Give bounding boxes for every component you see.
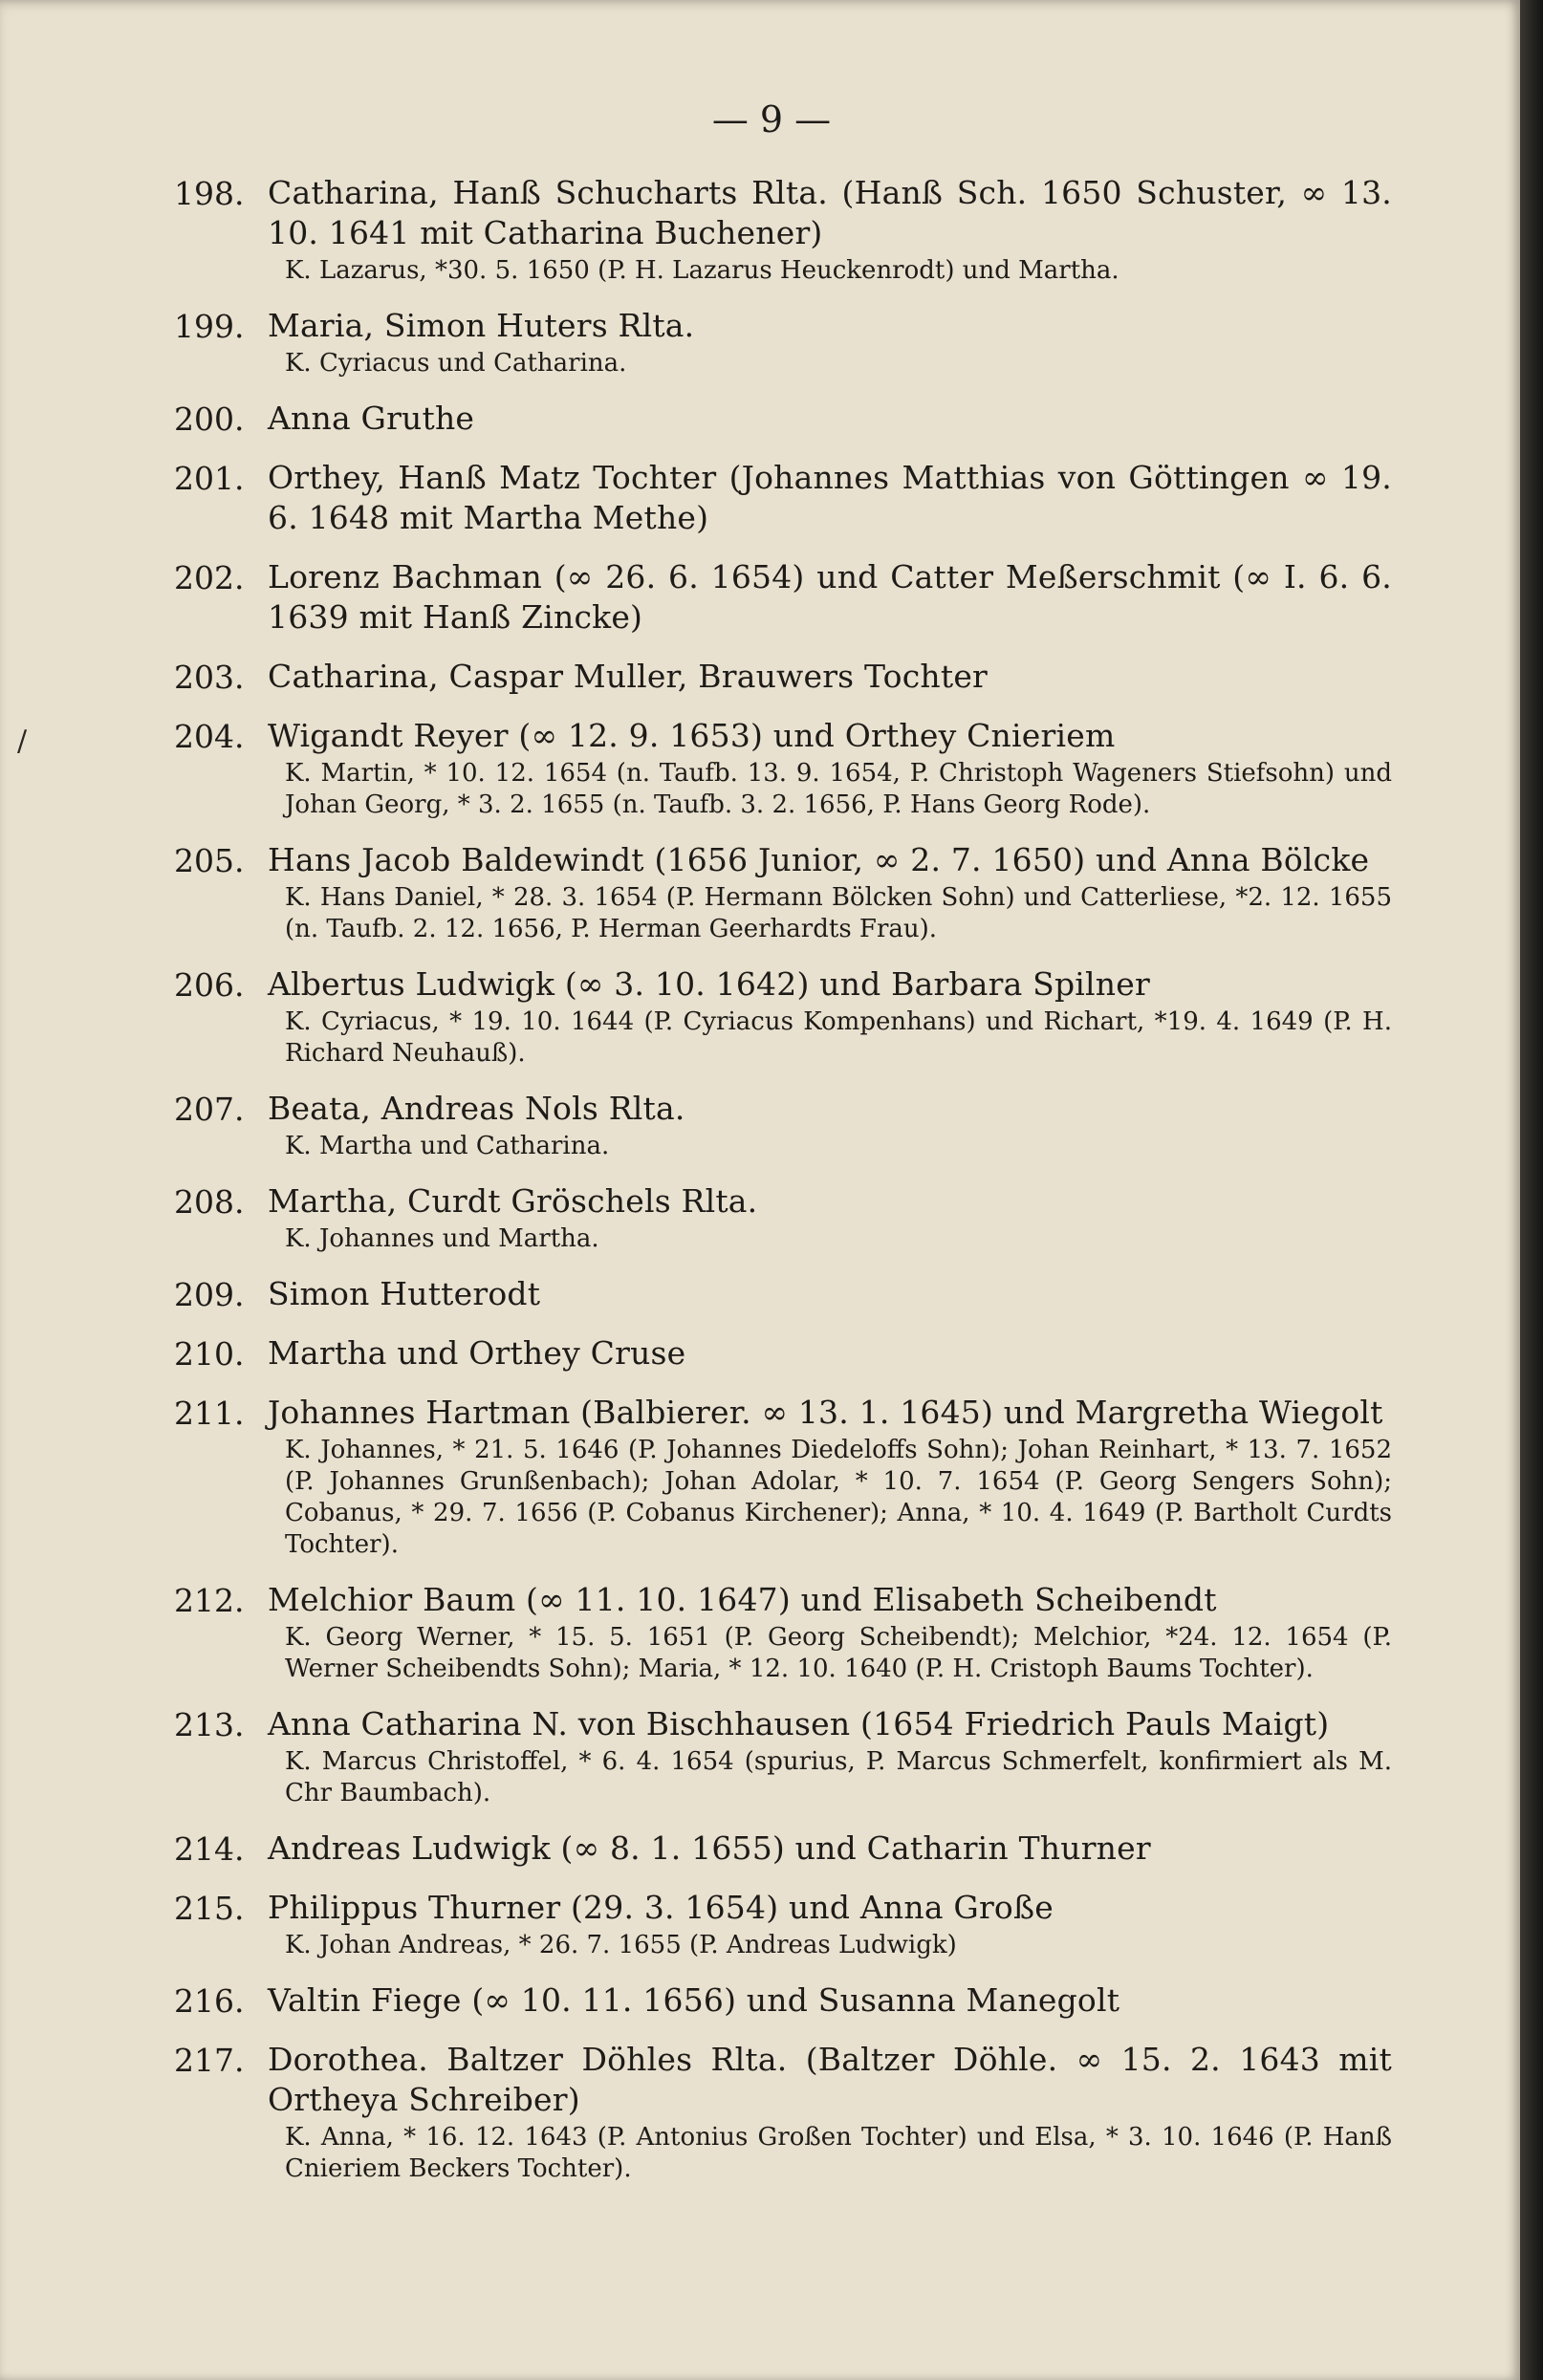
entry-200 (174, 399, 1392, 439)
entry-number: 202. (174, 559, 245, 596)
entry-201 (174, 458, 1392, 538)
entry-children: K. Martha und Catharina. (285, 1132, 610, 1160)
entry-211 (174, 1393, 1392, 1561)
entry-text: Maria, Simon Huters Rlta. (268, 307, 695, 344)
entry-number: 213. (174, 1706, 245, 1743)
entry-212 (174, 1580, 1392, 1685)
entry-number: 211. (174, 1395, 245, 1432)
entry-number: 210. (174, 1335, 245, 1373)
entry-208 (174, 1181, 1392, 1255)
entry-text: Catharina, Hanß Schucharts Rlta. (Hanß Sch. 1650 Schuster, ∞ 13. 10. 1641 mit Catharina Buchener) (268, 174, 1392, 251)
entry-number: 208. (174, 1183, 245, 1221)
entry-children: K. Hans Daniel, * 28. 3. 1654 (P. Hermann Bölcken Sohn) und Catterliese, *2. 12. 1655 (n. Taufb. 2. 12. 1656, P. Herman Geerhardts Frau). (285, 883, 1392, 943)
entry-number: 207. (174, 1091, 245, 1128)
margin-mark: / (17, 725, 28, 758)
entry-205 (174, 840, 1392, 945)
entry-number: 217. (174, 2042, 245, 2079)
entry-216 (174, 1980, 1392, 2021)
entry-children: K. Anna, * 16. 12. 1643 (P. Antonius Großen Tochter) und Elsa, * 3. 10. 1646 (P. Hanß Cnieriem Beckers Tochter). (285, 2123, 1392, 2183)
entry-210 (174, 1333, 1392, 1374)
entry-number: 204. (174, 718, 245, 755)
entry-text: Simon Hutterodt (268, 1275, 541, 1312)
entry-number: 201. (174, 460, 245, 497)
entry-children: K. Johannes und Martha. (285, 1224, 599, 1253)
entry-number: 199. (174, 308, 245, 345)
entry-number: 203. (174, 659, 245, 696)
entry-text: Albertus Ludwigk (∞ 3. 10. 1642) und Barbara Spilner (268, 965, 1150, 1003)
entry-213 (174, 1704, 1392, 1809)
entry-text: Wigandt Reyer (∞ 12. 9. 1653) und Orthey Cnieriem (268, 717, 1116, 754)
entry-text: Anna Catharina N. von Bischhausen (1654 Friedrich Pauls Maigt) (268, 1705, 1330, 1742)
entry-text: Philippus Thurner (29. 3. 1654) und Anna Große (268, 1889, 1054, 1926)
entry-number: 206. (174, 966, 245, 1004)
entry-text: Melchior Baum (∞ 11. 10. 1647) und Elisabeth Scheibendt (268, 1581, 1217, 1618)
entry-text: Martha und Orthey Cruse (268, 1334, 686, 1372)
entry-number: 205. (174, 842, 245, 879)
entry-199 (174, 306, 1392, 379)
entry-207 (174, 1089, 1392, 1162)
entry-number: 214. (174, 1830, 245, 1868)
entry-209 (174, 1274, 1392, 1314)
entry-children: K. Cyriacus, * 19. 10. 1644 (P. Cyriacus Kompenhans) und Richart, *19. 4. 1649 (P. H. Richard Neuhauß). (285, 1007, 1392, 1068)
entry-text: Valtin Fiege (∞ 10. 11. 1656) und Susanna Manegolt (268, 1981, 1120, 2019)
entry-198 (174, 173, 1392, 287)
entry-number: 209. (174, 1276, 245, 1313)
entry-204 (174, 716, 1392, 821)
page-number: — 9 — (711, 98, 832, 141)
entry-children: K. Johannes, * 21. 5. 1646 (P. Johannes Diedeloffs Sohn); Johan Reinhart, * 13. 7. 1652 (P. Johannes Grunßenbach); Johan Adolar, * 10. 7. 1654 (P. Georg Sengers Sohn); Cobanus, * 29. 7. 1656 (P. Cobanus Kirchener); Anna, * 10. 4. 1649 (P. Bartholt Curdts Tochter). (285, 1436, 1392, 1559)
page-edge (1520, 0, 1543, 2380)
entry-children: K. Cyriacus und Catharina. (285, 349, 627, 378)
entry-children: K. Lazarus, *30. 5. 1650 (P. H. Lazarus Heuckenrodt) und Martha. (285, 256, 1119, 285)
entry-children: K. Martin, * 10. 12. 1654 (n. Taufb. 13. 9. 1654, P. Christoph Wageners Stiefsohn) und Johan Georg, * 3. 2. 1655 (n. Taufb. 3. 2. 1656, P. Hans Georg Rode). (285, 759, 1392, 819)
entry-text: Beata, Andreas Nols Rlta. (268, 1090, 685, 1127)
entry-text: Andreas Ludwigk (∞ 8. 1. 1655) und Catharin Thurner (268, 1829, 1151, 1867)
entry-children: K. Marcus Christoffel, * 6. 4. 1654 (spurius, P. Marcus Schmerfelt, konfirmiert als M. Chr Baumbach). (285, 1747, 1392, 1807)
entry-217 (174, 2040, 1392, 2185)
entry-text: Hans Jacob Baldewindt (1656 Junior, ∞ 2. 7. 1650) und Anna Bölcke (268, 841, 1370, 878)
entry-202 (174, 557, 1392, 638)
entry-text: Orthey, Hanß Matz Tochter (Johannes Matthias von Göttingen ∞ 19. 6. 1648 mit Martha Methe) (268, 459, 1392, 536)
entry-text: Martha, Curdt Gröschels Rlta. (268, 1182, 758, 1220)
entry-text: Anna Gruthe (268, 400, 475, 437)
entry-children: K. Johan Andreas, * 26. 7. 1655 (P. Andreas Ludwigk) (285, 1931, 957, 1959)
entry-number: 212. (174, 1582, 245, 1619)
entry-children: K. Georg Werner, * 15. 5. 1651 (P. Georg Scheibendt); Melchior, *24. 12. 1654 (P. Werner Scheibendts Sohn); Maria, * 12. 10. 1640 (P. H. Cristoph Baums Tochter). (285, 1623, 1392, 1683)
entry-text: Dorothea. Baltzer Döhles Rlta. (Baltzer Döhle. ∞ 15. 2. 1643 mit Ortheya Schreiber) (268, 2041, 1392, 2118)
entry-text: Lorenz Bachman (∞ 26. 6. 1654) und Catter Meßerschmit (∞ I. 6. 6. 1639 mit Hanß Zincke) (268, 558, 1392, 636)
entry-206 (174, 964, 1392, 1070)
entry-text: Johannes Hartman (Balbierer. ∞ 13. 1. 1645) und Margretha Wiegolt (268, 1394, 1383, 1431)
entry-list (174, 173, 1392, 2204)
entry-214 (174, 1828, 1392, 1869)
entry-number: 198. (174, 175, 245, 212)
entry-203 (174, 657, 1392, 697)
entry-215 (174, 1888, 1392, 1961)
entry-number: 200. (174, 400, 245, 438)
entry-number: 216. (174, 1982, 245, 2020)
entry-text: Catharina, Caspar Muller, Brauwers Tochter (268, 658, 989, 695)
entry-number: 215. (174, 1890, 245, 1927)
